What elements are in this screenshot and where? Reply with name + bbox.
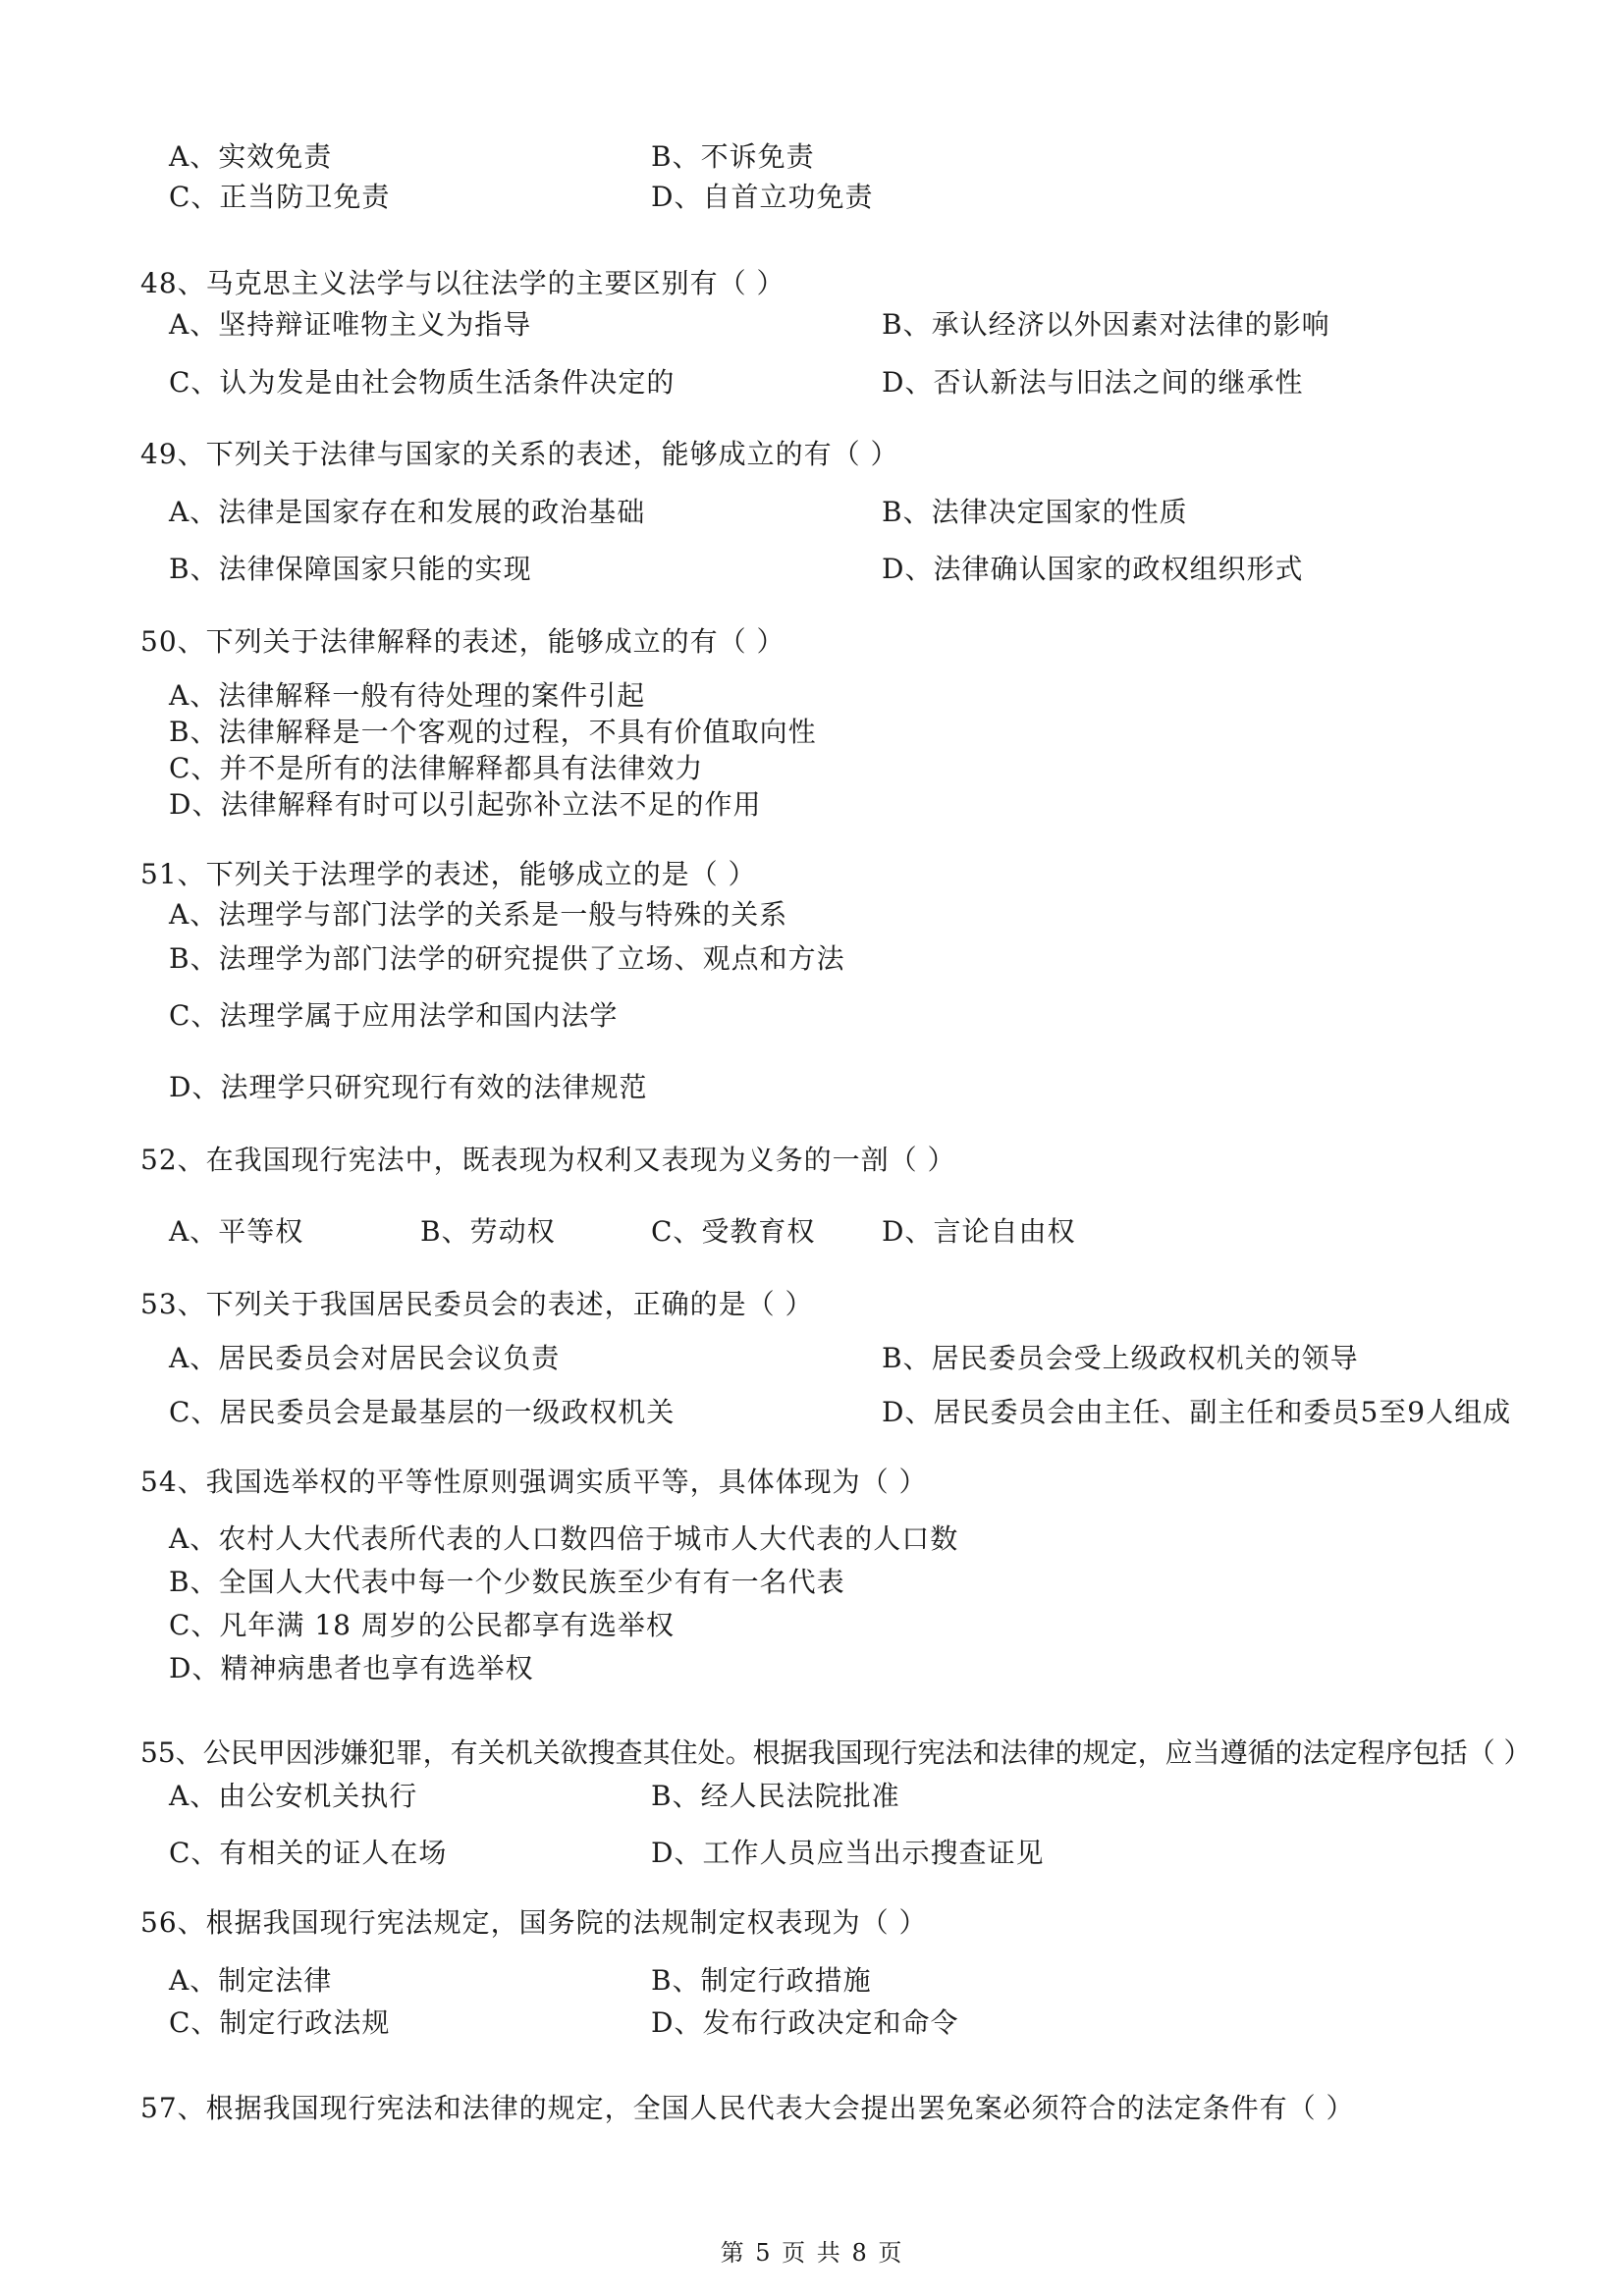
q56-stem: 56、根据我国现行宪法规定，国务院的法规制定权表现为（ ） bbox=[140, 1906, 928, 1939]
q55-option-c: C、有相关的证人在场 bbox=[169, 1837, 448, 1869]
q54-option-c: C、凡年满 18 周岁的公民都享有选举权 bbox=[169, 1609, 675, 1641]
q48-option-d: D、否认新法与旧法之间的继承性 bbox=[882, 366, 1304, 399]
q52-stem: 52、在我国现行宪法中，既表现为权利又表现为义务的一剖（ ） bbox=[140, 1144, 956, 1176]
q55-option-a: A、由公安机关执行 bbox=[169, 1780, 418, 1812]
q48-option-a: A、坚持辩证唯物主义为指导 bbox=[169, 308, 532, 341]
q54-option-a: A、农村人大代表所代表的人口数四倍于城市人大代表的人口数 bbox=[169, 1522, 959, 1555]
page-number-footer: 第 5 页 共 8 页 bbox=[720, 2239, 904, 2267]
q51-stem: 51、下列关于法理学的表述，能够成立的是（ ） bbox=[140, 858, 757, 890]
q47-option-d: D、自首立功免责 bbox=[651, 181, 874, 213]
q47-option-b: B、不诉免责 bbox=[651, 140, 815, 173]
q51-option-c: C、法理学属于应用法学和国内法学 bbox=[169, 999, 619, 1032]
q53-option-a: A、居民委员会对居民会议负责 bbox=[169, 1342, 561, 1374]
q54-option-b: B、全国人大代表中每一个少数民族至少有有一名代表 bbox=[169, 1566, 845, 1598]
q53-stem: 53、下列关于我国居民委员会的表述，正确的是（ ） bbox=[140, 1288, 814, 1320]
q55-option-b: B、经人民法院批准 bbox=[651, 1780, 900, 1812]
q50-stem: 50、下列关于法律解释的表述，能够成立的有（ ） bbox=[140, 625, 785, 658]
q50-option-d: D、法律解释有时可以引起弥补立法不足的作用 bbox=[169, 788, 762, 821]
q51-option-d: D、法理学只研究现行有效的法律规范 bbox=[169, 1071, 648, 1103]
q53-option-d: D、居民委员会由主任、副主任和委员5至9人组成 bbox=[882, 1396, 1512, 1428]
q49-option-c: B、法律保障国家只能的实现 bbox=[169, 553, 532, 585]
q52-option-a: A、平等权 bbox=[169, 1215, 304, 1248]
q52-option-d: D、言论自由权 bbox=[882, 1215, 1076, 1248]
q51-option-a: A、法理学与部门法学的关系是一般与特殊的关系 bbox=[169, 898, 788, 931]
q55-stem: 55、公民甲因涉嫌犯罪，有关机关欲搜查其住处。根据我国现行宪法和法律的规定，应当遵循的法定程序包括（ ） bbox=[140, 1736, 1532, 1769]
q56-option-b: B、制定行政措施 bbox=[651, 1964, 872, 1997]
q49-option-a: A、法律是国家存在和发展的政治基础 bbox=[169, 496, 646, 528]
q53-option-c: C、居民委员会是最基层的一级政权机关 bbox=[169, 1396, 676, 1428]
q50-option-b: B、法律解释是一个客观的过程，不具有价值取向性 bbox=[169, 716, 817, 748]
q49-option-b: B、法律决定国家的性质 bbox=[882, 496, 1188, 528]
q49-stem: 49、下列关于法律与国家的关系的表述，能够成立的有（ ） bbox=[140, 438, 899, 470]
q47-option-a: A、实效免责 bbox=[169, 140, 333, 173]
q51-option-b: B、法理学为部门法学的研究提供了立场、观点和方法 bbox=[169, 942, 845, 975]
q48-stem: 48、马克思主义法学与以往法学的主要区别有（ ） bbox=[140, 267, 785, 299]
q52-option-b: B、劳动权 bbox=[420, 1215, 556, 1248]
q57-stem: 57、根据我国现行宪法和法律的规定，全国人民代表大会提出罢免案必须符合的法定条件有（ ） bbox=[140, 2092, 1355, 2124]
q48-option-c: C、认为发是由社会物质生活条件决定的 bbox=[169, 366, 676, 399]
q50-option-a: A、法律解释一般有待处理的案件引起 bbox=[169, 679, 646, 712]
q56-option-c: C、制定行政法规 bbox=[169, 2006, 391, 2039]
q49-option-d: D、法律确认国家的政权组织形式 bbox=[882, 553, 1304, 585]
q56-option-d: D、发布行政决定和命令 bbox=[651, 2006, 959, 2039]
q54-stem: 54、我国选举权的平等性原则强调实质平等，具体体现为（ ） bbox=[140, 1466, 928, 1498]
q55-option-d: D、工作人员应当出示搜查证见 bbox=[651, 1837, 1045, 1869]
q50-option-c: C、并不是所有的法律解释都具有法律效力 bbox=[169, 752, 704, 784]
q48-option-b: B、承认经济以外因素对法律的影响 bbox=[882, 308, 1330, 341]
q52-option-c: C、受教育权 bbox=[651, 1215, 816, 1248]
q47-option-c: C、正当防卫免责 bbox=[169, 181, 391, 213]
q54-option-d: D、精神病患者也享有选举权 bbox=[169, 1652, 534, 1684]
q53-option-b: B、居民委员会受上级政权机关的领导 bbox=[882, 1342, 1359, 1374]
q56-option-a: A、制定法律 bbox=[169, 1964, 333, 1997]
